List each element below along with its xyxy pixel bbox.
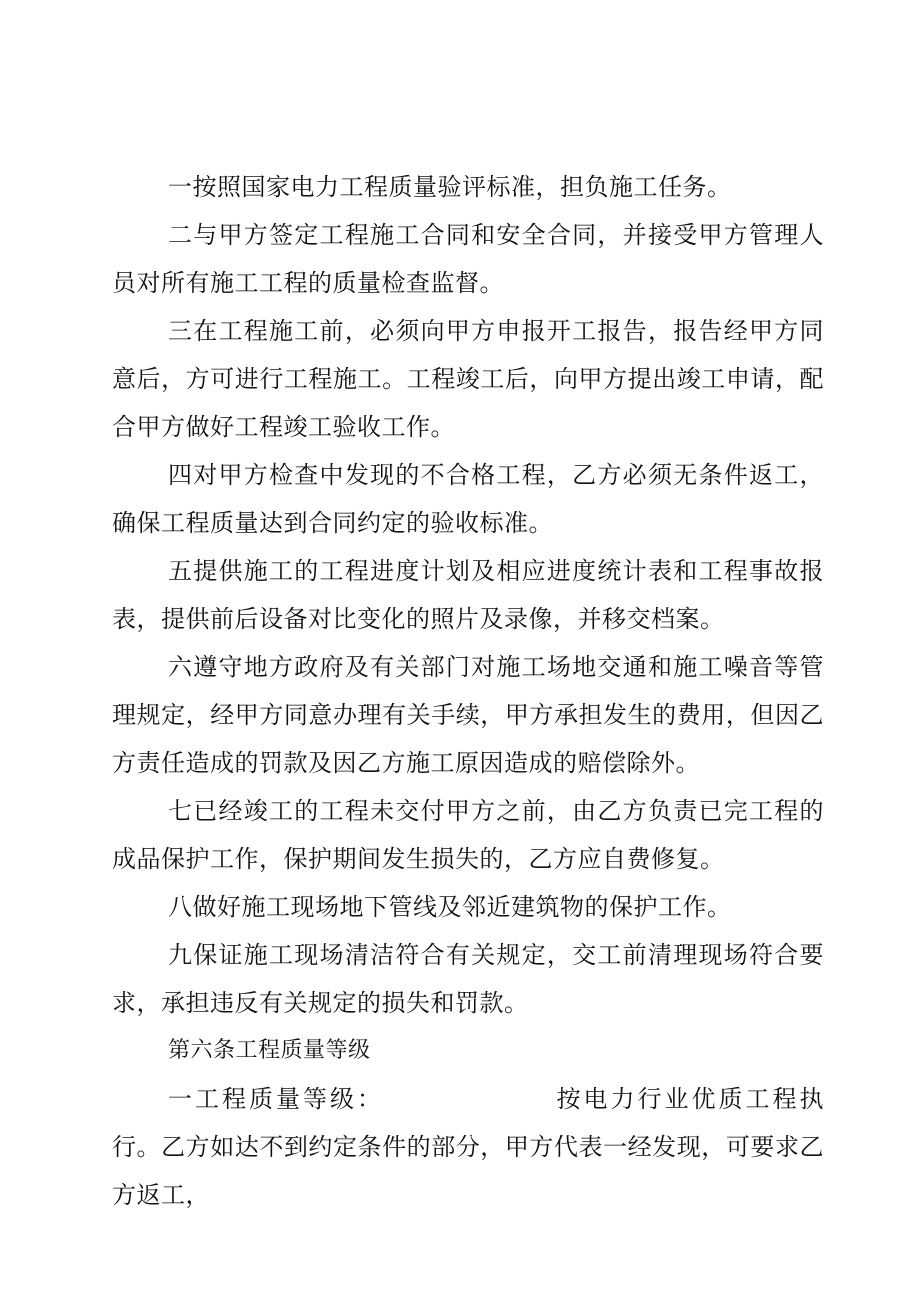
clause-7: 七已经竣工的工程未交付甲方之前，由乙方负责已完工程的成品保护工作，保护期间发生损失的，乙方应自费修复。 <box>112 797 824 873</box>
clause-5: 五提供施工的工程进度计划及相应进度统计表和工程事故报表，提供前后设备对比变化的照片及录像，并移交档案。 <box>112 557 824 633</box>
clause-4: 四对甲方检查中发现的不合格工程，乙方必须无条件返工，确保工程质量达到合同约定的验收标准。 <box>112 461 824 537</box>
clause-8: 八做好施工现场地下管线及邻近建筑物的保护工作。 <box>168 893 732 921</box>
quality-clause <box>112 1075 824 1219</box>
clause-3: 三在工程施工前，必须向甲方申报开工报告，报告经甲方同意后，方可进行工程施工。工程竣工后，向甲方提出竣工申请，配合甲方做好工程竣工验收工作。 <box>112 317 824 441</box>
quality-label: 一工程质量等级： <box>168 1085 384 1113</box>
section-heading: 第六条工程质量等级 <box>168 1038 371 1063</box>
quality-text: 按电力行业优质工程执行。乙方如达不到约定条件的部分，甲方代表一经发现，可要求乙方返工， <box>112 1085 824 1209</box>
clause-2: 二与甲方签定工程施工合同和安全合同，并接受甲方管理人员对所有施工工程的质量检查监督。 <box>112 221 824 297</box>
document-body <box>112 163 824 1219</box>
clause-6: 六遵守地方政府及有关部门对施工场地交通和施工噪音等管理规定，经甲方同意办理有关手续，甲方承担发生的费用，但因乙方责任造成的罚款及因乙方施工原因造成的赔偿除外。 <box>112 653 824 777</box>
clause-9: 九保证施工现场清洁符合有关规定，交工前清理现场符合要求，承担违反有关规定的损失和罚款。 <box>112 941 824 1017</box>
clause-1: 一按照国家电力工程质量验评标准，担负施工任务。 <box>168 173 732 201</box>
